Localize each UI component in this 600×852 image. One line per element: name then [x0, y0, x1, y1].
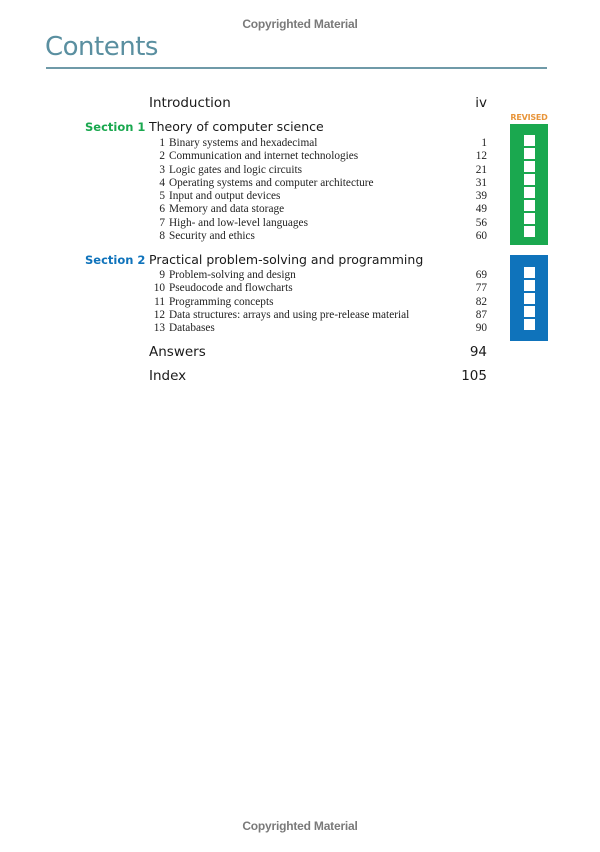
chapter-page: 82 [475, 295, 487, 308]
chapter-title: Memory and data storage [169, 203, 285, 216]
copyright-watermark-bottom: Copyrighted Material [242, 819, 358, 833]
revised-checkbox[interactable] [524, 161, 535, 172]
chapter-number: 4 [159, 176, 165, 189]
section-2-chapter-list [149, 269, 487, 335]
chapter-title: Programming concepts [169, 295, 274, 308]
chapter-title: Logic gates and logic circuits [169, 163, 303, 176]
chapter-row[interactable] [149, 164, 487, 177]
toc-entry-page: iv [475, 95, 487, 111]
chapter-number: 10 [153, 282, 165, 295]
revised-checkbox[interactable] [524, 319, 535, 330]
revised-checkbox[interactable] [524, 267, 535, 278]
title-rule [46, 67, 547, 69]
chapter-number: 3 [159, 163, 165, 176]
toc-entry-label: Introduction [149, 95, 231, 111]
chapter-number: 5 [159, 190, 165, 203]
page-title: Contents [45, 32, 158, 62]
section-1-label: Section 1 [85, 120, 146, 134]
revised-checkbox[interactable] [524, 148, 535, 159]
revised-label: REVISED [510, 113, 548, 122]
chapter-row[interactable] [149, 296, 487, 309]
chapter-title: Pseudocode and flowcharts [169, 282, 293, 295]
chapter-page: 90 [475, 322, 487, 335]
chapter-row[interactable] [149, 137, 487, 150]
revised-checkbox[interactable] [524, 213, 535, 224]
chapter-page: 49 [475, 203, 487, 216]
section-2-label: Section 2 [85, 253, 146, 267]
revised-checkbox[interactable] [524, 306, 535, 317]
chapter-number: 12 [153, 308, 165, 321]
section-1-title[interactable]: Theory of computer science [149, 119, 324, 134]
revised-checkbox[interactable] [524, 226, 535, 237]
revised-checkbox[interactable] [524, 174, 535, 185]
chapter-number: 2 [159, 150, 165, 163]
chapter-page: 69 [475, 269, 487, 281]
chapter-number: 1 [159, 137, 165, 149]
chapter-page: 87 [475, 308, 487, 321]
section-2-title[interactable]: Practical problem-solving and programming [149, 252, 424, 267]
toc-entry-index[interactable] [149, 368, 487, 384]
chapter-page: 12 [475, 150, 487, 163]
chapter-number: 7 [159, 216, 165, 229]
chapter-number: 13 [153, 322, 165, 335]
chapter-row[interactable] [149, 203, 487, 216]
chapter-title: Operating systems and computer architecture [169, 176, 374, 189]
chapter-title: Binary systems and hexadecimal [169, 137, 318, 149]
chapter-title: High- and low-level languages [169, 216, 308, 229]
chapter-title: Problem-solving and design [169, 269, 296, 281]
toc-entry-label: Index [149, 368, 187, 384]
chapter-title: Security and ethics [169, 230, 255, 243]
toc-entry-introduction[interactable] [149, 95, 487, 111]
chapter-row[interactable] [149, 309, 487, 322]
chapter-number: 9 [159, 269, 165, 281]
revised-checkbox[interactable] [524, 280, 535, 291]
section-1-revision-tracker [510, 124, 548, 245]
revised-checkbox[interactable] [524, 200, 535, 211]
chapter-title: Databases [169, 322, 215, 335]
toc-entry-label: Answers [149, 344, 206, 360]
chapter-title: Data structures: arrays and using pre-release material [169, 308, 410, 321]
copyright-watermark-top: Copyrighted Material [242, 17, 358, 31]
chapter-page: 21 [475, 163, 487, 176]
revised-checkbox[interactable] [524, 135, 535, 146]
chapter-page: 77 [475, 282, 487, 295]
chapter-title: Communication and internet technologies [169, 150, 359, 163]
chapter-row[interactable] [149, 230, 487, 243]
chapter-page: 56 [475, 216, 487, 229]
chapter-page: 31 [475, 176, 487, 189]
section-1-chapter-list [149, 137, 487, 243]
section-2-revision-tracker [510, 255, 548, 341]
chapter-title: Input and output devices [169, 190, 281, 203]
revised-checkbox[interactable] [524, 293, 535, 304]
toc-entry-answers[interactable] [149, 344, 487, 360]
toc-entry-page: 105 [461, 368, 487, 384]
revised-checkbox[interactable] [524, 187, 535, 198]
toc-entry-page: 94 [469, 344, 487, 360]
chapter-page: 60 [475, 230, 487, 243]
chapter-row[interactable] [149, 190, 487, 203]
chapter-row[interactable] [149, 150, 487, 163]
chapter-page: 39 [475, 190, 487, 203]
chapter-number: 6 [159, 203, 165, 216]
chapter-row[interactable] [149, 217, 487, 230]
chapter-number: 8 [159, 230, 165, 243]
chapter-row[interactable] [149, 282, 487, 295]
chapter-number: 11 [154, 295, 165, 308]
chapter-row[interactable] [149, 269, 487, 282]
chapter-row[interactable] [149, 322, 487, 335]
chapter-page: 1 [481, 137, 487, 149]
chapter-row[interactable] [149, 177, 487, 190]
